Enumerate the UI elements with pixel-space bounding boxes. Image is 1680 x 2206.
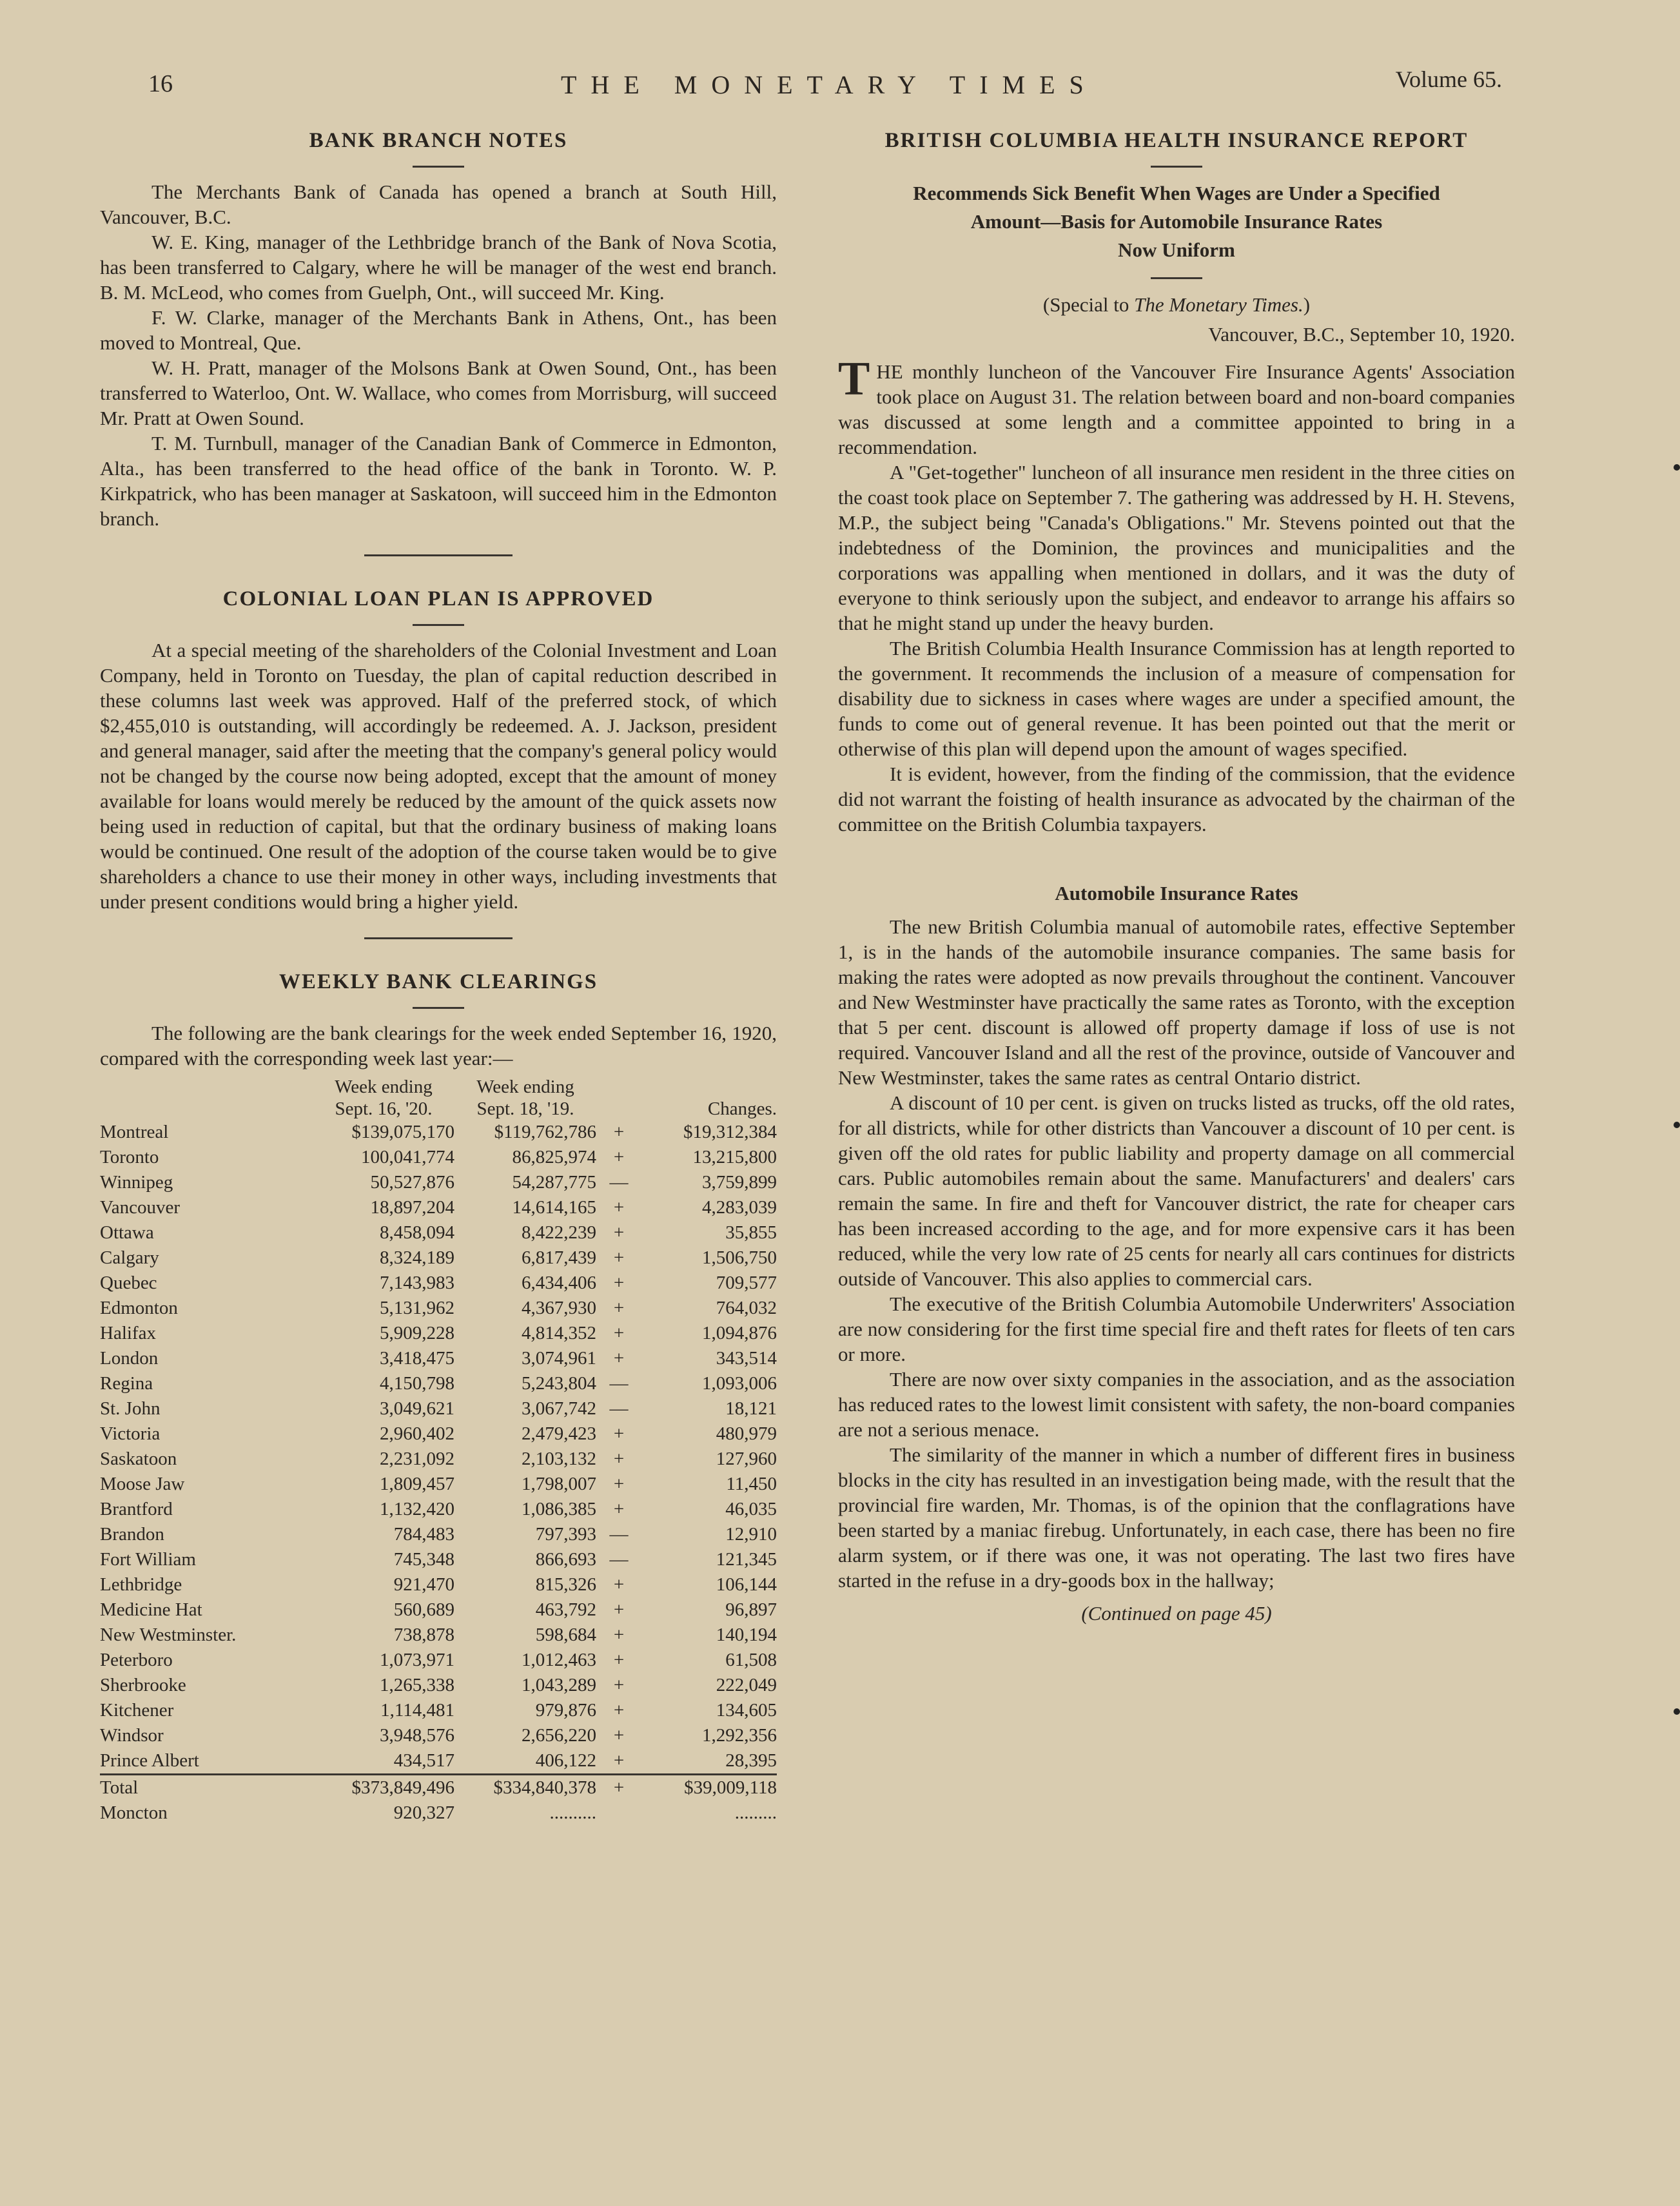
table-row	[100, 1522, 777, 1547]
sign-cell: +	[613, 1650, 625, 1670]
table-row	[100, 1648, 777, 1673]
value-cell: 979,876	[535, 1700, 596, 1721]
value-cell: 1,265,338	[380, 1675, 454, 1695]
column-header: Week ending Sept. 18, '19.	[476, 1077, 574, 1119]
paragraph: The British Columbia Health Insurance Commission has at length reported to the government. It recommends the inclusion of a measure of compensation for disability due to sickness in cases where wages are under a specified amount, the funds to come out of general revenue. It has been pointed out that the merit or otherwise of this plan will depend upon the amount of wages specified.	[838, 637, 1515, 760]
page-blemish	[1674, 1122, 1680, 1128]
table-header-row	[100, 1076, 777, 1120]
value-cell: 18,897,204	[370, 1197, 454, 1218]
city-cell: New Westminster.	[100, 1625, 237, 1645]
value-cell: 1,086,385	[522, 1499, 596, 1519]
page-blemish	[1674, 464, 1680, 471]
value-cell: 100,041,774	[361, 1147, 454, 1167]
value-cell: 6,817,439	[522, 1247, 596, 1268]
city-cell: St. John	[100, 1398, 161, 1419]
city-cell: Quebec	[100, 1273, 157, 1293]
sign-cell: +	[613, 1222, 625, 1243]
left-column	[100, 129, 777, 1826]
sign-cell: +	[613, 1323, 625, 1343]
sign-cell: +	[613, 1197, 625, 1218]
change-cell: 96,897	[725, 1599, 777, 1620]
sign-cell: +	[613, 1750, 625, 1771]
section-separator	[364, 937, 513, 939]
value-cell: 1,798,007	[522, 1474, 596, 1494]
table-row	[100, 1296, 777, 1321]
change-cell: 709,577	[716, 1273, 777, 1293]
subtitle-line: Recommends Sick Benefit When Wages are Under a Specified	[913, 182, 1440, 204]
city-cell: Windsor	[100, 1725, 164, 1746]
title-rule	[1151, 277, 1202, 279]
city-cell: Medicine Hat	[100, 1599, 202, 1620]
city-cell: Calgary	[100, 1247, 159, 1268]
sign-cell: +	[613, 1474, 625, 1494]
value-cell: 463,792	[535, 1599, 596, 1620]
value-cell: 14,614,165	[512, 1197, 596, 1218]
table-row	[100, 1245, 777, 1271]
value-cell: $334,840,378	[454, 1775, 596, 1801]
sign-cell: +	[613, 1725, 625, 1746]
paragraph: A "Get-together" luncheon of all insurance men resident in the three cities on the coast took place on September 7. The gathering was addressed by H. H. Stevens, M.P., the subject being "Canada's Obligations." Mr. Stevens pointed out that the indebtedness of the Dominion, the provinces and municipalities and the corporations was appalling when mentioned in dollars, and it was the duty of everyone to think seriously upon the subject, and endeavor to arrange his affairs so that he might stand up under the heavy burden.	[838, 461, 1515, 634]
sign-cell: +	[613, 1574, 625, 1595]
total-row	[100, 1775, 777, 1801]
table-row	[100, 1623, 777, 1648]
table-row	[100, 1472, 777, 1497]
change-cell: 140,194	[716, 1625, 777, 1645]
value-cell: 3,049,621	[380, 1398, 454, 1419]
paragraph: The executive of the British Columbia Automobile Underwriters' Association are now considering for the first time special fire and theft rates for fleets of ten cars or more.	[838, 1293, 1515, 1365]
sign-cell: +	[613, 1625, 625, 1645]
change-cell: 46,035	[725, 1499, 777, 1519]
value-cell: 1,012,463	[522, 1650, 596, 1670]
city-cell: Saskatoon	[100, 1449, 177, 1469]
sign-cell: —	[609, 1373, 629, 1394]
page-number: 16	[148, 70, 173, 97]
city-cell: Peterboro	[100, 1650, 173, 1670]
change-cell: 134,605	[716, 1700, 777, 1721]
value-cell: 2,960,402	[380, 1423, 454, 1444]
table-row	[100, 1698, 777, 1723]
sign-cell: +	[613, 1700, 625, 1721]
paragraph: F. W. Clarke, manager of the Merchants Bank in Athens, Ont., has been moved to Montreal, Que.	[100, 306, 777, 354]
sign-cell: +	[613, 1599, 625, 1620]
change-cell: 1,093,006	[702, 1373, 777, 1394]
change-cell: 3,759,899	[702, 1172, 777, 1193]
value-cell: 5,243,804	[522, 1373, 596, 1394]
city-cell: Ottawa	[100, 1222, 154, 1243]
title-rule	[1151, 166, 1202, 168]
table-row	[100, 1421, 777, 1447]
change-cell: 12,910	[725, 1524, 777, 1545]
change-cell: 106,144	[716, 1574, 777, 1595]
bank-branch-notes	[100, 129, 777, 531]
sign-cell: +	[613, 1348, 625, 1369]
change-cell: $19,312,384	[683, 1122, 777, 1142]
paragraph: The new British Columbia manual of automobile rates, effective September 1, is in the hands of the automobile insurance companies. The same basis for making the rates were adopted as now prevails throughout the continent. Vancouver and New Westminster have practically the same rates as Toronto, with the exception that 5 per cent. discount is allowed off property damage if loss of use is not required. Vancouver Island and all the rest of the province, outside of Vancouver and New Westminster, takes the same rates as central Ontario district.	[838, 915, 1515, 1089]
change-cell: 127,960	[716, 1449, 777, 1469]
sign-cell: +	[613, 1675, 625, 1695]
paragraph: W. H. Pratt, manager of the Molsons Bank at Owen Sound, Ont., has been transferred to Waterloo, Ont. W. Wallace, who comes from Morrisburg, will succeed Mr. Pratt at Owen Sound.	[100, 356, 777, 429]
value-cell: 6,434,406	[522, 1273, 596, 1293]
value-cell: 1,114,481	[380, 1700, 454, 1721]
sign-cell	[596, 1801, 641, 1826]
table-row	[100, 1346, 777, 1371]
intro-paragraph: The following are the bank clearings for the week ended September 16, 1920, compared with the corresponding week last year:—	[100, 1022, 777, 1069]
city-cell: Total	[100, 1775, 313, 1801]
value-cell: 2,231,092	[380, 1449, 454, 1469]
value-cell: 86,825,974	[512, 1147, 596, 1167]
change-cell: 480,979	[716, 1423, 777, 1444]
value-cell: 3,067,742	[522, 1398, 596, 1419]
value-cell: 3,418,475	[380, 1348, 454, 1369]
city-cell: Regina	[100, 1373, 153, 1394]
table-row	[100, 1195, 777, 1220]
section-title: BANK BRANCH NOTES	[309, 129, 568, 152]
column-header: Week ending Sept. 16, '20.	[335, 1077, 433, 1119]
value-cell: 434,517	[393, 1750, 454, 1771]
change-cell: .........	[734, 1802, 777, 1823]
subsection-title: Automobile Insurance Rates	[1055, 882, 1298, 904]
section-separator	[364, 554, 513, 556]
city-cell: Edmonton	[100, 1298, 178, 1318]
value-cell: 1,809,457	[380, 1474, 454, 1494]
change-cell: 28,395	[725, 1750, 777, 1771]
article-title: BRITISH COLUMBIA HEALTH INSURANCE REPORT	[884, 129, 1469, 152]
change-cell: 13,215,800	[692, 1147, 777, 1167]
weekly-bank-clearings	[100, 970, 777, 1826]
table-row	[100, 1396, 777, 1421]
sign-cell: —	[609, 1549, 629, 1570]
sign-cell: +	[613, 1247, 625, 1268]
clearings-table	[100, 1076, 777, 1826]
sign-cell: +	[613, 1423, 625, 1444]
change-cell: 121,345	[716, 1549, 777, 1570]
sign-cell: +	[613, 1122, 625, 1142]
city-cell: Sherbrooke	[100, 1675, 186, 1695]
value-cell: 406,122	[535, 1750, 596, 1771]
paragraph: W. E. King, manager of the Lethbridge branch of the Bank of Nova Scotia, has been transferred to Calgary, where he will be manager of the west end branch. B. M. McLeod, who comes from Guelph, Ont., will succeed Mr. King.	[100, 231, 777, 304]
sign-cell: —	[609, 1398, 629, 1419]
city-cell: Brandon	[100, 1524, 164, 1545]
paragraph: There are now over sixty companies in the association, and as the association has reduced rates to the lowest limit consistent with safety, the non-board companies are not a serious menace.	[838, 1368, 1515, 1441]
subtitle-line: Amount—Basis for Automobile Insurance Rates	[970, 210, 1383, 233]
city-cell: Fort William	[100, 1549, 196, 1570]
value-cell: 1,073,971	[380, 1650, 454, 1670]
publication-title: THE MONETARY TIMES	[561, 70, 1098, 99]
value-cell: 921,470	[393, 1574, 454, 1595]
value-cell: 7,143,983	[380, 1273, 454, 1293]
table-row	[100, 1271, 777, 1296]
table-row	[100, 1497, 777, 1522]
table-row	[100, 1572, 777, 1597]
change-cell: 1,506,750	[702, 1247, 777, 1268]
sign-cell: +	[613, 1273, 625, 1293]
value-cell: 784,483	[393, 1524, 454, 1545]
sign-cell: +	[613, 1449, 625, 1469]
sign-cell: +	[613, 1499, 625, 1519]
city-cell: Vancouver	[100, 1197, 181, 1218]
value-cell: 1,043,289	[522, 1675, 596, 1695]
table-row	[100, 1447, 777, 1472]
change-cell: 35,855	[725, 1222, 777, 1243]
title-rule	[413, 166, 464, 168]
paragraph: It is evident, however, from the finding of the commission, that the evidence did not warrant the foisting of health insurance as advocated by the chairman of the committee on the British Columbia taxpayers.	[838, 763, 1515, 835]
city-cell: Kitchener	[100, 1700, 174, 1721]
value-cell: $119,762,786	[494, 1122, 596, 1142]
change-cell: 18,121	[725, 1398, 777, 1419]
value-cell: 4,150,798	[380, 1373, 454, 1394]
value-cell: 797,393	[535, 1524, 596, 1545]
table-row	[100, 1673, 777, 1698]
value-cell: 866,693	[535, 1549, 596, 1570]
change-cell: 222,049	[716, 1675, 777, 1695]
change-cell: 61,508	[725, 1650, 777, 1670]
change-cell: 4,283,039	[702, 1197, 777, 1218]
sign-cell: +	[613, 1147, 625, 1167]
column-header: Changes.	[707, 1098, 777, 1119]
lead-paragraph: THE monthly luncheon of the Vancouver Fire Insurance Agents' Association took place on August 31. The relation between board and non-board companies was discussed at some length and a committee appointed to bring in a recommendation.	[838, 353, 1515, 458]
special-line: (Special to The Monetary Times.)	[1042, 293, 1311, 316]
table-row	[100, 1120, 777, 1145]
table-row	[100, 1723, 777, 1748]
value-cell: 3,948,576	[380, 1725, 454, 1746]
value-cell: ..........	[549, 1802, 596, 1823]
city-cell: London	[100, 1348, 159, 1369]
colonial-loan-article	[100, 587, 777, 914]
value-cell: 815,326	[535, 1574, 596, 1595]
table-row	[100, 1597, 777, 1623]
city-cell: Moose Jaw	[100, 1474, 185, 1494]
value-cell: 54,287,775	[512, 1172, 596, 1193]
city-cell: Montreal	[100, 1122, 169, 1142]
title-rule	[413, 1007, 464, 1009]
table-row	[100, 1371, 777, 1396]
value-cell: 8,422,239	[522, 1222, 596, 1243]
change-cell: 1,292,356	[702, 1725, 777, 1746]
table-row	[100, 1321, 777, 1346]
city-cell: Moncton	[100, 1802, 168, 1823]
paragraph: At a special meeting of the shareholders of the Colonial Investment and Loan Company, held in Toronto on Tuesday, the plan of capital reduction described in these columns last week was approved. Half of the preferred stock, of which $2,455,010 is outstanding, will accordingly be redeemed. A. J. Jackson, president and general manager, said after the meeting that the company's general policy would not be changed by the course now being adopted, except that the amount of money available for loans would merely be reduced by the amount of the quick assets now being used in reduction of capital, but that the ordinary business of making loans would be continued. One result of the adoption of the course taken would be to give shareholders a chance to use their money in other ways, including investments that under present conditions would bring a higher yield.	[100, 639, 777, 913]
title-rule	[413, 624, 464, 626]
section-title: COLONIAL LOAN PLAN IS APPROVED	[222, 587, 654, 610]
city-cell: Toronto	[100, 1147, 159, 1167]
page-header	[148, 66, 1502, 108]
right-column	[838, 129, 1515, 1625]
value-cell: 8,324,189	[380, 1247, 454, 1268]
city-cell: Halifax	[100, 1323, 156, 1343]
change-cell: 11,450	[726, 1474, 777, 1494]
change-cell: 343,514	[716, 1348, 777, 1369]
city-cell: Prince Albert	[100, 1750, 199, 1771]
value-cell: $373,849,496	[313, 1775, 454, 1801]
table-row	[100, 1170, 777, 1195]
city-cell: Lethbridge	[100, 1574, 182, 1595]
value-cell: 5,909,228	[380, 1323, 454, 1343]
change-cell: $39,009,118	[641, 1775, 777, 1801]
value-cell: 745,348	[393, 1549, 454, 1570]
table-row	[100, 1547, 777, 1572]
city-cell: Brantford	[100, 1499, 173, 1519]
value-cell: 2,103,132	[522, 1449, 596, 1469]
value-cell: 598,684	[535, 1625, 596, 1645]
change-cell: 1,094,876	[702, 1323, 777, 1343]
change-cell: 764,032	[716, 1298, 777, 1318]
value-cell: 1,132,420	[380, 1499, 454, 1519]
value-cell: 8,458,094	[380, 1222, 454, 1243]
value-cell: 3,074,961	[522, 1348, 596, 1369]
city-cell: Winnipeg	[100, 1172, 173, 1193]
dateline: Vancouver, B.C., September 10, 1920.	[1208, 323, 1515, 346]
value-cell: 560,689	[393, 1599, 454, 1620]
table-row	[100, 1748, 777, 1775]
paragraph: The similarity of the manner in which a number of different fires in business blocks in the city has resulted in an investigation being made, with the result that the provincial fire warden, Mr. Thomas, is of the opinion that the conflagrations have been started by a maniac firebug. Unfortunately, in each case, there has been no fire alarm system, or if there was one, it was not operating. The last two fires have started in the refuse in a dry-goods box in the hallway;	[838, 1443, 1515, 1592]
value-cell: 4,814,352	[522, 1323, 596, 1343]
sign-cell: —	[609, 1172, 629, 1193]
table-row	[100, 1801, 777, 1826]
subtitle-line: Now Uniform	[1118, 239, 1235, 261]
value-cell: 5,131,962	[380, 1298, 454, 1318]
value-cell: 50,527,876	[370, 1172, 454, 1193]
clearings-body	[100, 1120, 777, 1826]
volume-label: Volume 65.	[1395, 66, 1502, 92]
value-cell: 4,367,930	[522, 1298, 596, 1318]
value-cell: 920,327	[393, 1802, 454, 1823]
section-title: WEEKLY BANK CLEARINGS	[278, 970, 598, 993]
value-cell: 2,656,220	[522, 1725, 596, 1746]
value-cell: 2,479,423	[522, 1423, 596, 1444]
continued-note: (Continued on page 45)	[1081, 1602, 1272, 1625]
sign-cell: +	[613, 1298, 625, 1318]
table-row	[100, 1145, 777, 1170]
drop-cap: T	[838, 353, 870, 405]
paragraph: T. M. Turnbull, manager of the Canadian Bank of Commerce in Edmonton, Alta., has been transferred to the head office of the bank in Toronto. W. P. Kirkpatrick, who has been manager at Saskatoon, will succeed him in the Edmonton branch.	[100, 432, 777, 530]
table-row	[100, 1220, 777, 1245]
paragraph: The Merchants Bank of Canada has opened a branch at South Hill, Vancouver, B.C.	[100, 181, 777, 228]
value-cell: 738,878	[393, 1625, 454, 1645]
paragraph: A discount of 10 per cent. is given on trucks listed as trucks, off the old rates, for all districts, while for other districts than Vancouver a discount of 10 per cent. is given off the old rates for public liability and property damage on all commercial cars. Public automobiles remain about the same. Manufacturers' and dealers' cars remain the same. In fire and theft for Vancouver district, the rate for cheaper cars has been increased according to the age, and for more expensive cars it has been reduced, while the very low rate of 25 cents for nearly all cars continues for districts outside of Vancouver. This also applies to commercial cars.	[838, 1091, 1515, 1290]
sign-cell: +	[596, 1775, 641, 1801]
city-cell: Victoria	[100, 1423, 161, 1444]
value-cell: $139,075,170	[351, 1122, 454, 1142]
page-blemish	[1674, 1708, 1680, 1715]
sign-cell: —	[609, 1524, 629, 1545]
